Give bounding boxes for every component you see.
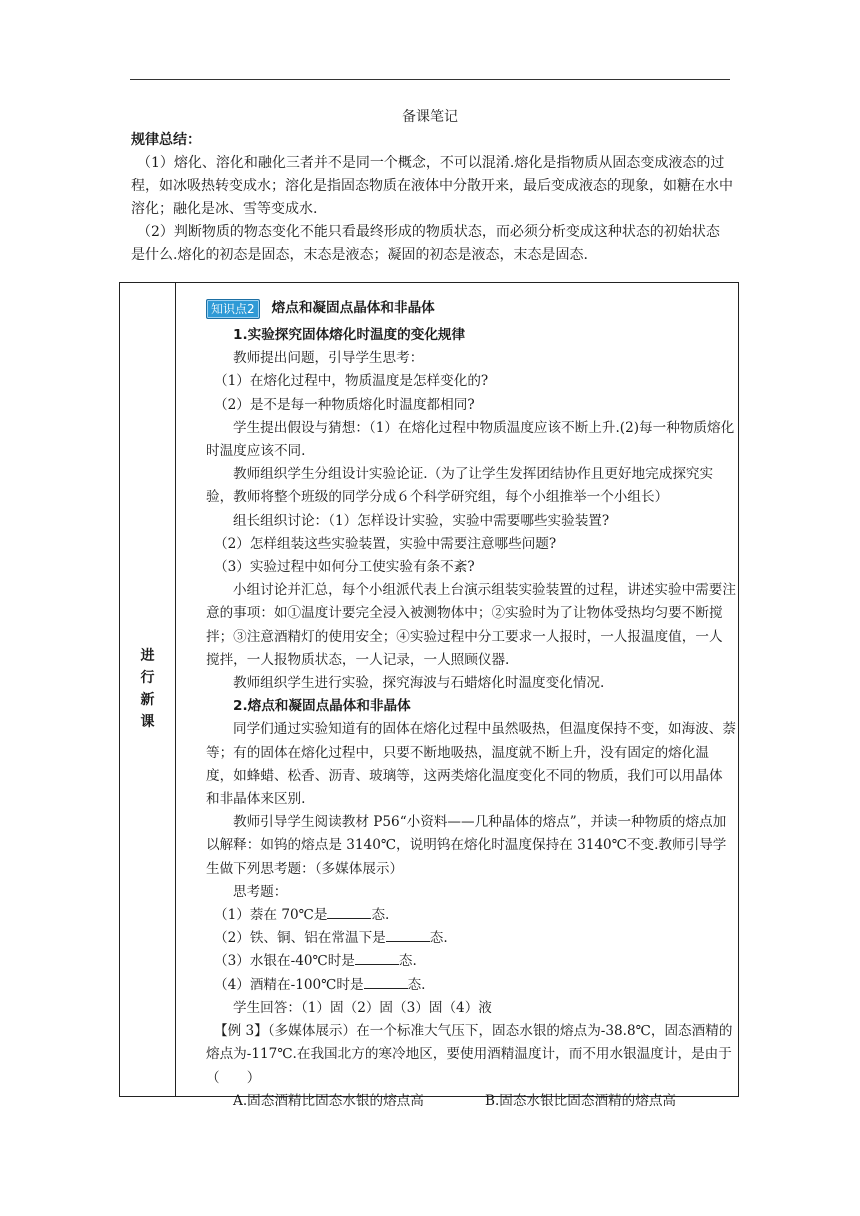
option-b: B.固态水银比固态酒精的熔点高 <box>485 1092 677 1109</box>
column-divider <box>175 283 176 1096</box>
side-label <box>120 645 175 733</box>
side-label-char: 行 <box>140 670 155 686</box>
knowledge-point-header <box>206 295 736 322</box>
paragraph: 教师组织学生分组设计实验论证.（为了让学生发挥团结协作且更好地完成探究实验，教师将整个班级的同学分成６个科学研究组，每个小组推举一个小组长） <box>206 466 714 506</box>
section-1-title: 1.实验探究固体熔化时温度的变化规律 <box>233 327 466 343</box>
summary-paragraph-1: （1）熔化、溶化和融化三者并不是同一个概念，不可以混淆.熔化是指物质从固态变成液态的过程，如冰吸热转变成水；溶化是指固态物质在液体中分散开来，最后变成液态的现象，如糖在水中溶化；融化是冰、雪等变成水. <box>131 155 733 217</box>
side-label-char: 新 <box>140 692 155 708</box>
paragraph: （2）是不是每一种物质熔化时温度都相同? <box>214 396 475 413</box>
question-2: （2）铁、铜、铝在常温下是 态. <box>206 927 736 950</box>
paragraph: （1）在熔化过程中，物质温度是怎样变化的? <box>214 373 489 390</box>
knowledge-point-title: 熔点和凝固点晶体和非晶体 <box>271 299 435 316</box>
question-3: （3）水银在-40℃时是 态. <box>206 950 736 973</box>
paragraph: 思考题： <box>233 883 288 900</box>
question-1: （1）萘在 70℃是 态. <box>206 904 736 927</box>
answer-blank <box>327 904 371 919</box>
summary-heading: 规律总结： <box>131 132 201 148</box>
answer-blank <box>386 927 430 942</box>
paragraph: 教师提出问题，引导学生思考： <box>233 350 424 367</box>
lesson-content <box>206 295 736 1113</box>
paragraph: 同学们通过实验知道有的固体在熔化过程中虽然吸热，但温度保持不变，如海波、萘等；有的固体在熔化过程中，只要不断地吸热，温度就不断上升，没有固定的熔化温度，如蜂蜡、松香、沥青、玻璃等，这两类熔化温度变化不同的物质，我们可以用晶体和非晶体来区别. <box>206 721 736 808</box>
example-3: 【例 3】（多媒体展示）在一个标准大气压下，固态水银的熔点为-38.8℃，固态酒精的熔点为-117℃.在我国北方的寒冷地区，要使用酒精温度计，而不用水银温度计，是由于（ ） <box>206 1023 733 1086</box>
paragraph: （2）怎样组装这些实验装置，实验中需要注意哪些问题? <box>214 535 557 552</box>
paragraph: （3）实验过程中如何分工使实验有条不紊? <box>214 559 475 576</box>
paragraph: 学生回答：（1）固（2）固（3）固（4）液 <box>233 999 492 1016</box>
page-title: 备课笔记 <box>402 109 458 125</box>
paragraph: 小组讨论并汇总，每个小组派代表上台演示组装实验装置的过程，讲述实验中需要注意的事项：如①温度计要完全浸入被测物体中；②实验时为了让物体受热均匀要不断搅拌；③注意酒精灯的使用安全；④实验过程中分工要求一人报时，一人报温度值，一人搅拌，一人报物质状态，一人记录，一人照顾仪器. <box>206 582 736 668</box>
paragraph: 教师引导学生阅读教材 P56“小资料——几种晶体的熔点”，并读一种物质的熔点加以解释：如钨的熔点是 3140℃，说明钨在熔化时温度保持在 3140℃不变.教师引导学生做下列思考题：（多媒体展示） <box>206 814 727 877</box>
paragraph: 学生提出假设与猜想：（1）在熔化过程中物质温度应该不断上升.(2)每一种物质熔化时温度应该不同. <box>206 419 735 460</box>
lesson-table <box>119 282 739 1109</box>
summary-paragraph-2: （2）判断物质的物态变化不能只看最终形成的物质状态，而必须分析变成这种状态的初始状态是什么.熔化的初态是固态，末态是液态；凝固的初态是液态，末态是固态. <box>131 224 720 263</box>
side-label-char: 进 <box>140 648 155 664</box>
question-4: （4）酒精在-100℃时是 态. <box>206 974 736 997</box>
summary-section <box>131 129 733 267</box>
header-rule <box>130 79 730 80</box>
options-row <box>206 1090 736 1113</box>
paragraph: 组长组织讨论：（1）怎样设计实验，实验中需要哪些实验装置? <box>233 512 610 529</box>
answer-blank <box>364 974 408 989</box>
knowledge-point-badge: 知识点2 <box>206 299 260 319</box>
paragraph: 教师组织学生进行实验，探究海波与石蜡熔化时温度变化情况. <box>233 675 605 692</box>
answer-blank <box>355 950 399 965</box>
side-label-char: 课 <box>140 714 155 730</box>
section-2-title: 2.熔点和凝固点晶体和非晶体 <box>233 698 411 715</box>
option-a: A.固态酒精比固态水银的熔点高 <box>233 1092 424 1109</box>
